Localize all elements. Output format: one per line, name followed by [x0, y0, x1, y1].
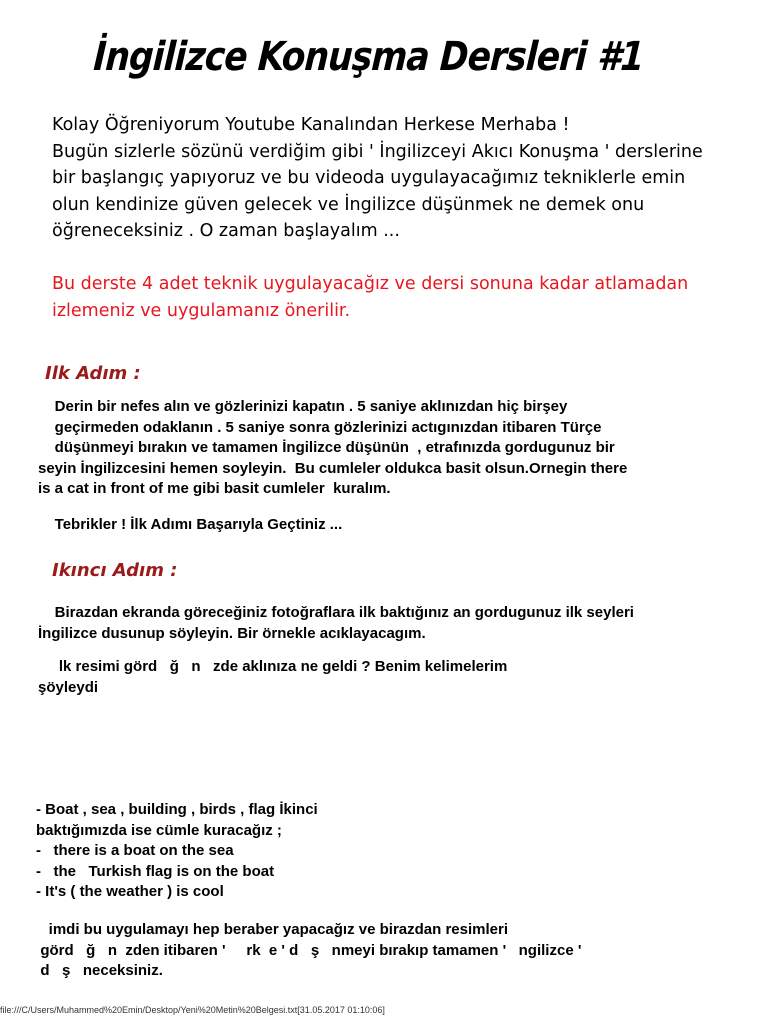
step2-heading: Ikıncı Adım :	[52, 560, 178, 581]
step1-heading: Ilk Adım :	[45, 363, 141, 384]
step2-example-intro: lk resimi görd ğ n zde aklınıza ne geldi ? Benim kelimelerim şöyleydi	[38, 658, 508, 696]
intro-paragraph: Kolay Öğreniyorum Youtube Kanalından Herkese Merhaba ! Bugün sizlerle sözünü verdiğim gibi ' İngilizceyi Akıcı Konuşma ' derslerine bir başlangıç yapıyoruz ve bu videoda uygulayacağımız tekniklerle emin olun kendinize güven gelecek ve İngilizce düşünmek ne demek onu öğreneceksiniz . O zaman başlayalım ...	[52, 115, 703, 241]
step2-examples: - Boat , sea , building , birds , flag İkinci baktığımızda ise cümle kuracağız ; - there is a boat on the sea - the Turkish flag is on the boat - It's ( the weather ) is cool	[36, 801, 318, 900]
step2-body: Birazdan ekranda göreceğiniz fotoğraflara ilk baktığınız an gordugunuz ilk seyleri İngilizce dusunup söyleyin. Bir örnekle acıklayacagım.	[38, 604, 634, 642]
step1-congrats: Tebrikler ! İlk Adımı Başarıyla Geçtiniz ...	[38, 516, 343, 533]
file-path-footer: file:///C/Users/Muhammed%20Emin/Desktop/Yeni%20Metin%20Belgesi.txt[31.05.2017 01:10:06]	[0, 1005, 385, 1015]
step1-body: Derin bir nefes alın ve gözlerinizi kapatın . 5 saniye aklınızdan hiç birşey geçirmeden odaklanın . 5 saniye sonra gözlerinizi actıgınızdan itibaren Türçe düşünmeyi bırakın ve tamamen İngilizce düşünün , etrafınızda gordugunuz bir seyin İngilizcesini hemen soyleyin. Bu cumleler oldukca basit olsun.Ornegin there is a cat in front of me gibi basit cumleler kuralım.	[38, 398, 628, 497]
page-title: İngilizce Konuşma Dersleri #1	[92, 34, 646, 80]
lesson-note: Bu derste 4 adet teknik uygulayacağız ve dersi sonuna kadar atlamadan izlemeniz ve uygulamanız önerilir.	[52, 274, 689, 321]
step2-closing: imdi bu uygulamayı hep beraber yapacağız ve birazdan resimleri görd ğ n zden itibaren ' rk e ' d ş nmeyi bırakıp tamamen ' ngilizce ' d ş neceksiniz.	[40, 921, 582, 979]
